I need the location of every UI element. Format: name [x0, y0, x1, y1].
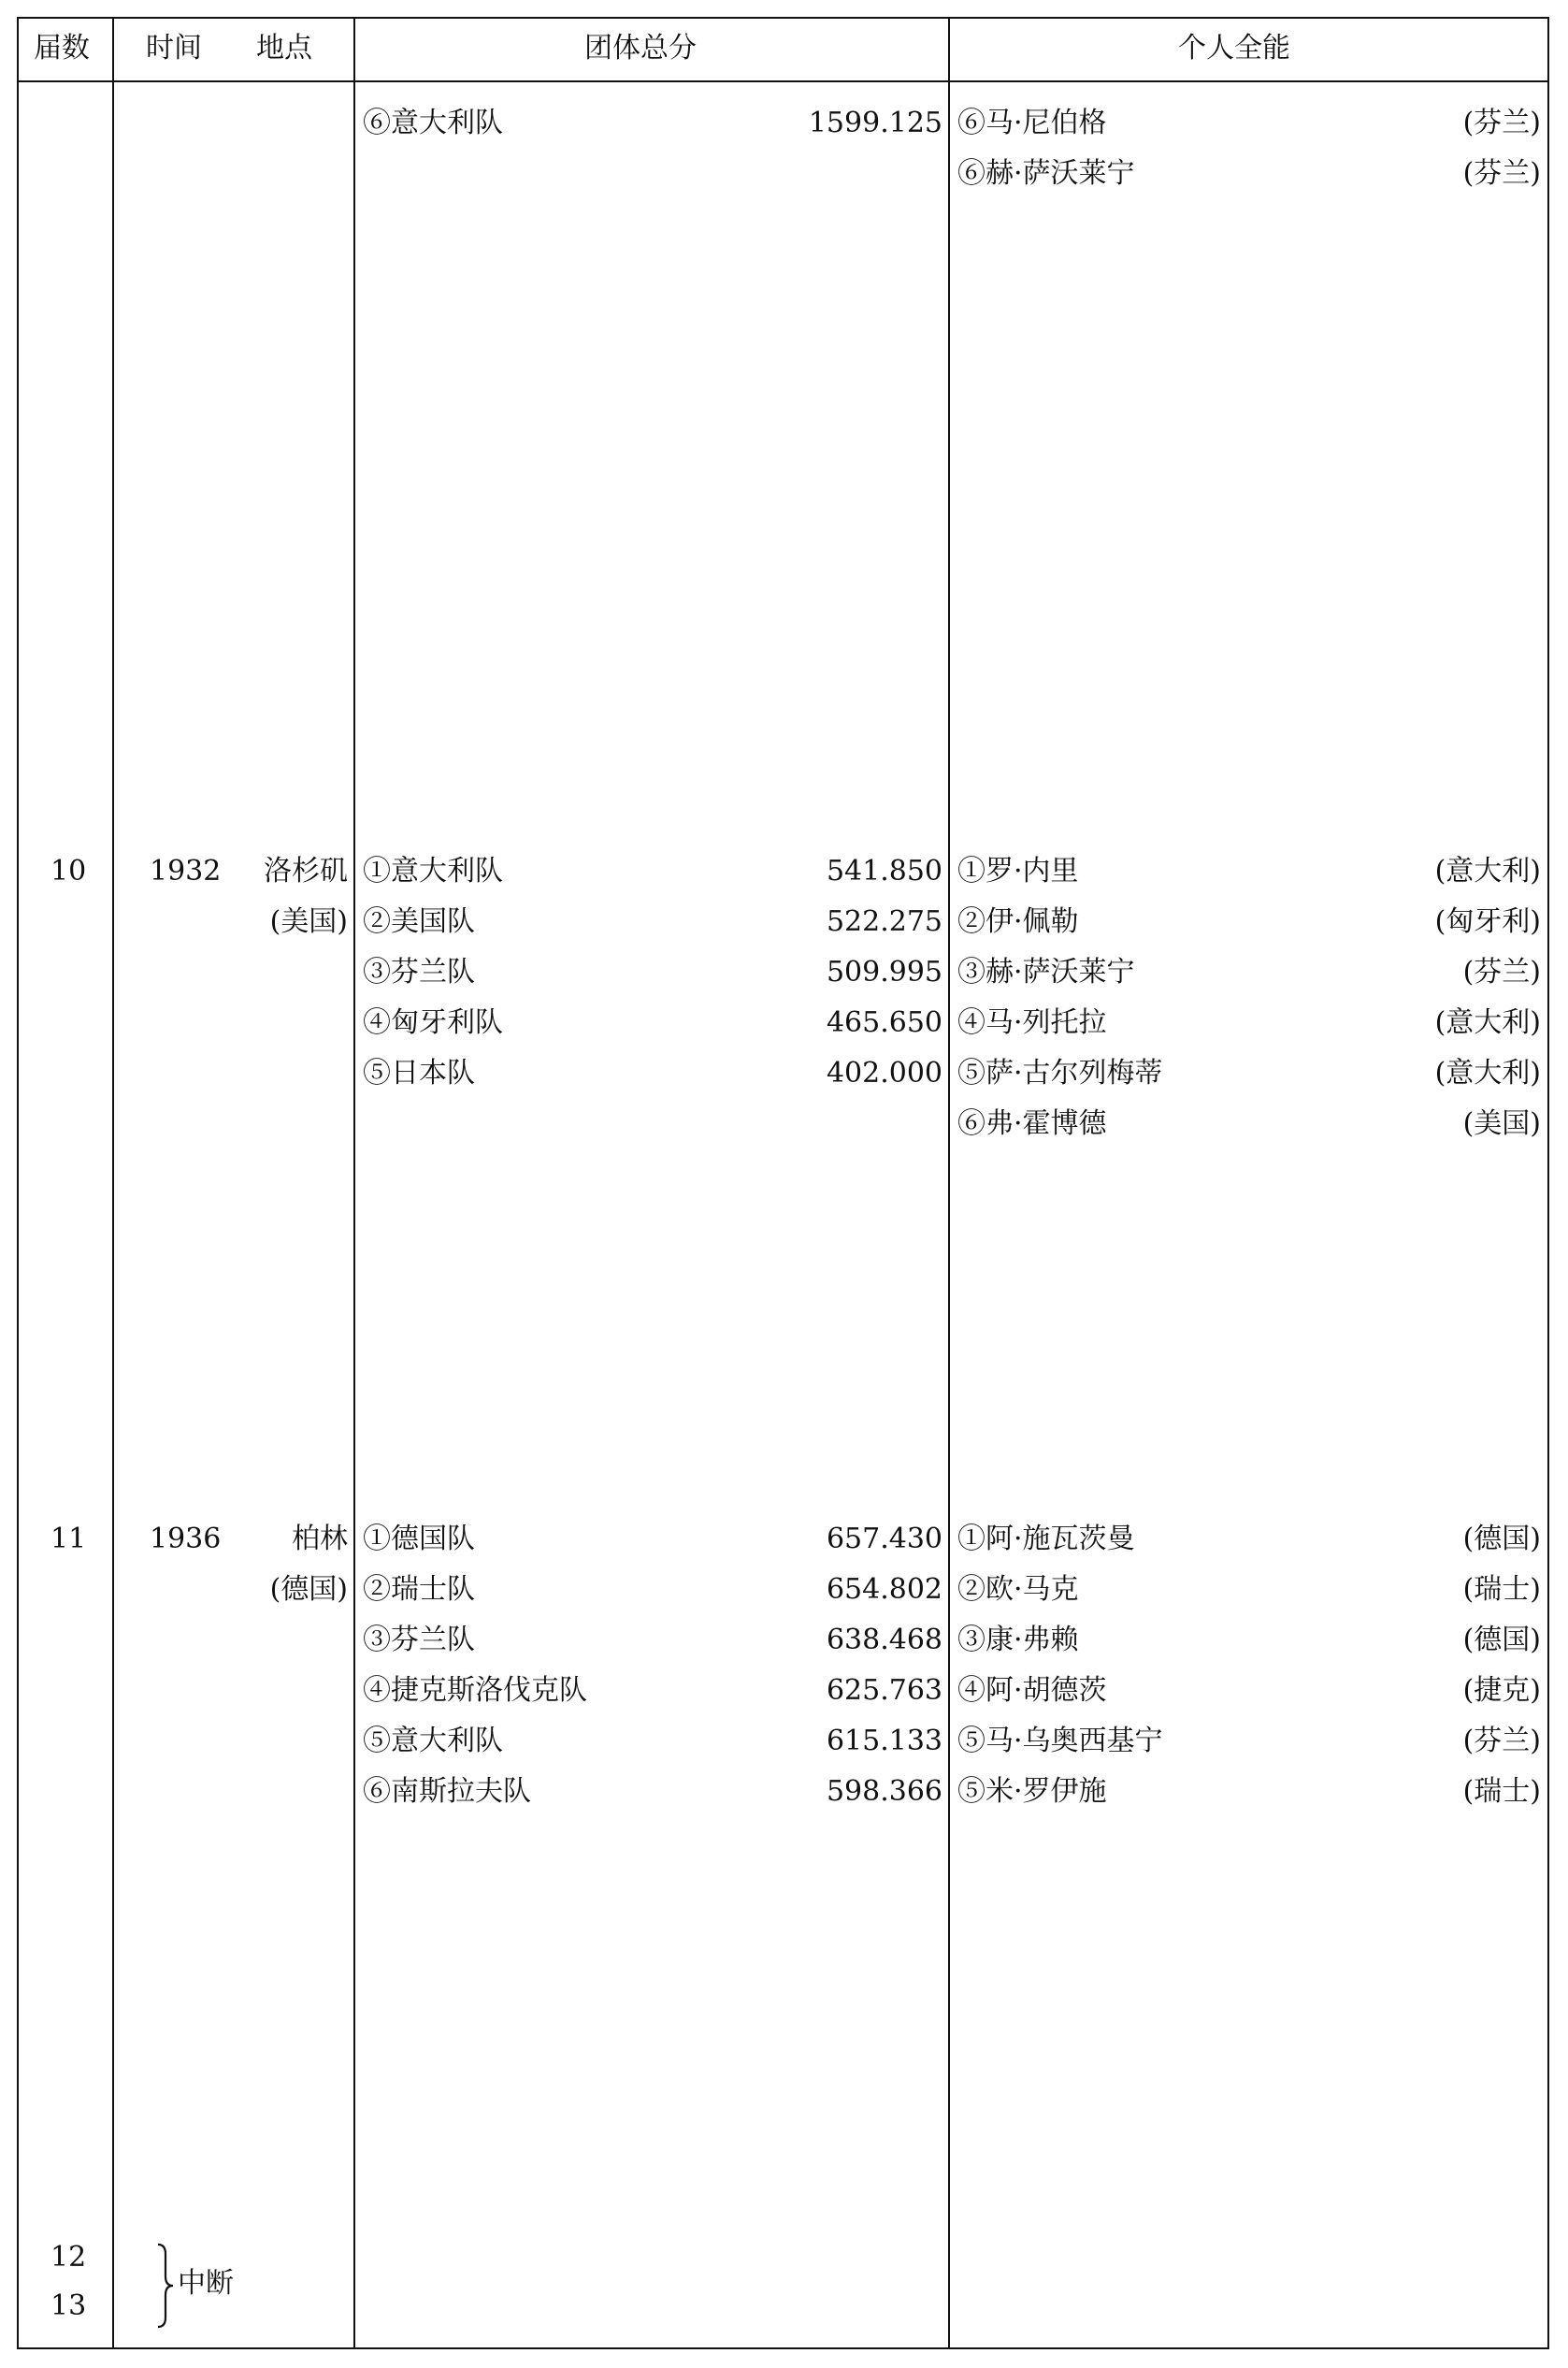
header-individual: 个人全能: [1178, 32, 1290, 65]
col-divider-edition: [112, 19, 114, 2347]
interrupted-label: 中断: [178, 2267, 234, 2300]
col-divider-time-place: [353, 19, 355, 2347]
team-entry: ⑥南斯拉夫队: [363, 1775, 531, 1808]
individual-entry: ⑥赫·萨沃莱宁: [957, 157, 1135, 190]
team-entry: ①意大利队: [363, 855, 503, 888]
team-entry: ④匈牙利队: [363, 1006, 503, 1039]
individual-entry: ③康·弗赖: [957, 1624, 1079, 1656]
header-divider: [19, 80, 1547, 82]
team-score: 657.430: [826, 1523, 942, 1555]
individual-country: (匈牙利): [1434, 905, 1541, 938]
team-score: 638.468: [826, 1624, 942, 1656]
col-divider-team: [948, 19, 950, 2347]
individual-country: (芬兰): [1462, 107, 1541, 139]
individual-entry: ④阿·胡德茨: [957, 1674, 1107, 1707]
individual-country: (芬兰): [1462, 956, 1541, 989]
individual-entry: ⑥马·尼伯格: [957, 107, 1107, 139]
team-entry: ②瑞士队: [363, 1573, 475, 1606]
team-score: 522.275: [826, 905, 942, 938]
individual-entry: ⑥弗·霍博德: [957, 1107, 1107, 1140]
team-score: 598.366: [826, 1775, 942, 1808]
edition-city: 洛杉矶: [264, 855, 348, 888]
team-entry: ②美国队: [363, 905, 475, 938]
team-entry: ③芬兰队: [363, 956, 475, 989]
team-score: 615.133: [826, 1725, 942, 1757]
individual-entry: ④马·列托拉: [957, 1006, 1107, 1039]
header-place: 地点: [256, 32, 312, 65]
header-edition: 届数: [34, 32, 90, 65]
individual-entry: ①阿·施瓦茨曼: [957, 1523, 1135, 1555]
right-brace-icon: [155, 2243, 176, 2329]
team-score: 541.850: [826, 855, 942, 888]
edition-country: (美国): [269, 905, 348, 938]
individual-country: (瑞士): [1462, 1573, 1541, 1606]
individual-country: (意大利): [1434, 855, 1541, 888]
individual-country: (捷克): [1462, 1674, 1541, 1707]
individual-country: (瑞士): [1462, 1775, 1541, 1808]
team-score: 509.995: [826, 956, 942, 989]
individual-country: (意大利): [1434, 1057, 1541, 1090]
individual-entry: ⑤萨·古尔列梅蒂: [957, 1057, 1163, 1090]
edition-year: 1936: [150, 1523, 222, 1555]
team-score: 465.650: [826, 1006, 942, 1039]
edition-number: 10: [50, 855, 87, 888]
team-entry: ④捷克斯洛伐克队: [363, 1674, 587, 1707]
individual-entry: ②伊·佩勒: [957, 905, 1079, 938]
individual-entry: ③赫·萨沃莱宁: [957, 956, 1135, 989]
individual-entry: ②欧·马克: [957, 1573, 1079, 1606]
individual-entry: ⑤米·罗伊施: [957, 1775, 1107, 1808]
edition-number: 13: [50, 2289, 87, 2322]
team-score: 402.000: [826, 1057, 942, 1090]
team-score: 654.802: [826, 1573, 942, 1606]
edition-city: 柏林: [292, 1523, 348, 1555]
individual-country: (意大利): [1434, 1006, 1541, 1039]
edition-number: 11: [50, 1523, 87, 1555]
results-table: [17, 17, 1549, 2349]
individual-country: (芬兰): [1462, 1725, 1541, 1757]
team-entry: ⑤意大利队: [363, 1725, 503, 1757]
individual-country: (芬兰): [1462, 157, 1541, 190]
header-team-total: 团体总分: [584, 32, 697, 65]
individual-country: (美国): [1462, 1107, 1541, 1140]
individual-country: (德国): [1462, 1523, 1541, 1555]
individual-entry: ⑤马·乌奥西基宁: [957, 1725, 1163, 1757]
team-score: 1599.125: [808, 107, 942, 139]
individual-country: (德国): [1462, 1624, 1541, 1656]
team-entry: ①德国队: [363, 1523, 475, 1555]
team-entry: ③芬兰队: [363, 1624, 475, 1656]
edition-country: (德国): [269, 1573, 348, 1606]
individual-entry: ①罗·内里: [957, 855, 1079, 888]
edition-number: 12: [50, 2241, 87, 2274]
team-entry: ⑤日本队: [363, 1057, 475, 1090]
header-time: 时间: [146, 32, 202, 65]
team-score: 625.763: [826, 1674, 942, 1707]
team-entry: ⑥意大利队: [363, 107, 503, 139]
edition-year: 1932: [150, 855, 222, 888]
